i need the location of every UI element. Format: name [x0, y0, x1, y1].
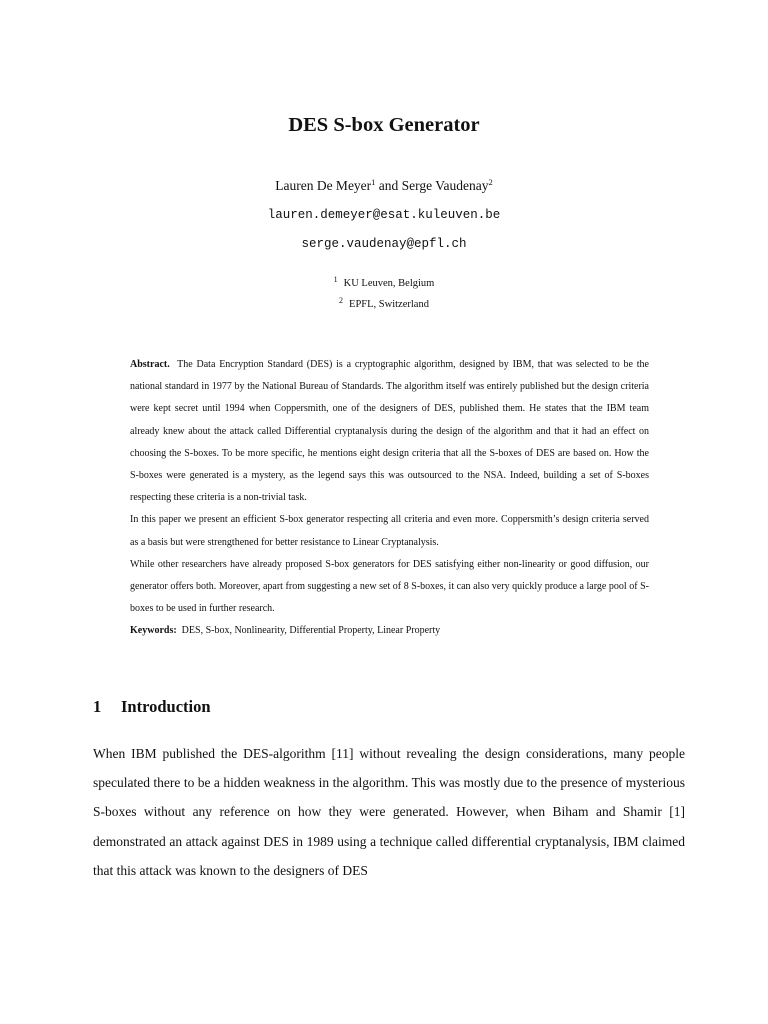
- abstract-paragraph: In this paper we present an efficient S-box generator respecting all criteria and even more. Coppersmith’s design criteria served as a basis but were strengthened for better resistance to Linear Cryptanalysis.: [130, 514, 649, 548]
- abstract-paragraph: While other researchers have already proposed S-box generators for DES satisfying either non-linearity or good diffusion, our generator offers both. Moreover, apart from suggesting a new set of 8 S-boxes, it can also very quickly produce a large pool of S-boxes to be used in further research.: [130, 558, 649, 615]
- abstract: [130, 354, 649, 643]
- affiliation-mark: 1: [333, 275, 338, 284]
- section-number: 1: [93, 697, 102, 716]
- affiliation: [0, 275, 768, 289]
- author-conjunction: and: [378, 178, 399, 193]
- abstract-label: Abstract.: [130, 359, 170, 370]
- section-heading: [93, 697, 211, 717]
- author-line: [0, 177, 768, 194]
- author-email: lauren.demeyer@esat.kuleuven.be: [267, 208, 501, 222]
- affiliation: [0, 296, 768, 310]
- abstract-text: The Data Encryption Standard (DES) is a cryptographic algorithm, designed by IBM, that was selected to be the national standard in 1977 by the National Bureau of Standards. The algorithm itself was entirely published but the design criteria were kept secret until 1994 when Coppersmith, one of the designers of DES, published them. He states that the IBM team already knew about the attack called Differential cryptanalysis during the design of the algorithm and that it had an effect on choosing the S-boxes. To be more specific, he mentions eight design criteria that all the S-boxes of DES are based on. How the S-boxes were generated is a mystery, as the legend says this was outsourced to the NSA. Indeed, building a set of S-boxes respecting these criteria is a non-trivial task.: [130, 359, 649, 504]
- keywords: [130, 620, 649, 642]
- section-title: Introduction: [121, 697, 211, 716]
- affiliation-name: KU Leuven, Belgium: [343, 278, 435, 289]
- author-name: Lauren De Meyer: [275, 178, 372, 193]
- affiliation-mark: 1: [371, 177, 376, 187]
- affiliation-name: EPFL, Switzerland: [349, 299, 429, 310]
- keywords-text: DES, S-box, Nonlinearity, Differential Property, Linear Property: [181, 625, 441, 637]
- abstract-paragraph: [130, 354, 649, 509]
- body-paragraph: When IBM published the DES-algorithm [11] without revealing the design considerations, many people speculated there to be a hidden weakness in the algorithm. This was mostly due to the presence of mysterious S-boxes without any reference on how they were generated. However, when Biham and Shamir [1] demonstrated an attack against DES in 1989 using a technique called differential cryptanalysis, IBM claimed that this attack was known to the designers of DES: [93, 746, 685, 878]
- affiliation-mark: 2: [488, 177, 493, 187]
- author-name: Serge Vaudenay: [401, 178, 489, 193]
- affiliation-mark: 2: [339, 296, 344, 305]
- author-email: serge.vaudenay@epfl.ch: [301, 237, 467, 251]
- keywords-label: Keywords:: [130, 625, 177, 637]
- paper-title: DES S-box Generator: [288, 114, 480, 136]
